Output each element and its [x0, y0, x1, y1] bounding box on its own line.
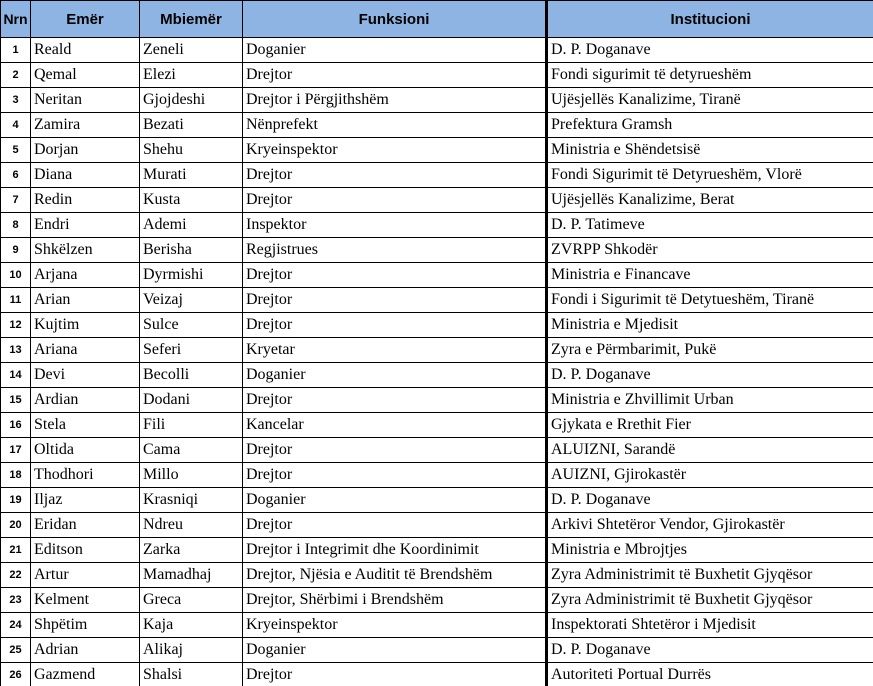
cell-emer[interactable]: Thodhori: [31, 463, 140, 488]
cell-emer[interactable]: Ariana: [31, 338, 140, 363]
cell-funksioni[interactable]: Drejtor: [243, 513, 547, 538]
cell-funksioni[interactable]: Drejtor: [243, 163, 547, 188]
cell-funksioni[interactable]: Drejtor, Shërbimi i Brendshëm: [243, 588, 547, 613]
cell-emer[interactable]: Redin: [31, 188, 140, 213]
cell-emer[interactable]: Artur: [31, 563, 140, 588]
cell-nr[interactable]: 10: [1, 263, 31, 288]
table-row: [1, 413, 873, 438]
cell-emer[interactable]: Adrian: [31, 638, 140, 663]
cell-emer[interactable]: Diana: [31, 163, 140, 188]
header-funksioni[interactable]: Funksioni: [243, 1, 547, 38]
table-row: [1, 188, 873, 213]
cell-institucioni[interactable]: Fondi Sigurimit të Detyrueshëm, Vlorë: [547, 163, 873, 188]
cell-nr[interactable]: 25: [1, 638, 31, 663]
table-row: [1, 438, 873, 463]
cell-institucioni[interactable]: Zyra Administrimit të Buxhetit Gjyqësor: [547, 588, 873, 613]
cell-institucioni[interactable]: Fondi sigurimit të detyrueshëm: [547, 63, 873, 88]
cell-institucioni[interactable]: Ministria e Mbrojtjes: [547, 538, 873, 563]
cell-mbiemer[interactable]: Murati: [140, 163, 243, 188]
cell-mbiemer[interactable]: Sulce: [140, 313, 243, 338]
table-row: [1, 163, 873, 188]
cell-funksioni[interactable]: Doganier: [243, 363, 547, 388]
cell-nr[interactable]: 4: [1, 113, 31, 138]
cell-mbiemer[interactable]: Seferi: [140, 338, 243, 363]
cell-emer[interactable]: Arian: [31, 288, 140, 313]
cell-nr[interactable]: 5: [1, 138, 31, 163]
cell-funksioni[interactable]: Regjistrues: [243, 238, 547, 263]
cell-funksioni[interactable]: Drejtor: [243, 288, 547, 313]
cell-mbiemer[interactable]: Ademi: [140, 213, 243, 238]
cell-emer[interactable]: Qemal: [31, 63, 140, 88]
cell-funksioni[interactable]: Drejtor: [243, 188, 547, 213]
cell-nr[interactable]: 3: [1, 88, 31, 113]
cell-funksioni[interactable]: Kryetar: [243, 338, 547, 363]
table-row: [1, 338, 873, 363]
cell-funksioni[interactable]: Doganier: [243, 38, 547, 63]
cell-institucioni[interactable]: D. P. Doganave: [547, 38, 873, 63]
cell-nr[interactable]: 23: [1, 588, 31, 613]
cell-funksioni[interactable]: Drejtor, Njësia e Auditit të Brendshëm: [243, 563, 547, 588]
cell-mbiemer[interactable]: Bezati: [140, 113, 243, 138]
cell-institucioni[interactable]: Fondi i Sigurimit të Detytueshëm, Tiranë: [547, 288, 873, 313]
cell-funksioni[interactable]: Drejtor: [243, 438, 547, 463]
cell-nr[interactable]: 20: [1, 513, 31, 538]
cell-funksioni[interactable]: Drejtor i Përgjithshëm: [243, 88, 547, 113]
table-row: [1, 538, 873, 563]
cell-institucioni[interactable]: ZVRPP Shkodër: [547, 238, 873, 263]
table-row: [1, 663, 873, 686]
table-row: [1, 63, 873, 88]
table-row: [1, 638, 873, 663]
cell-nr[interactable]: 2: [1, 63, 31, 88]
table-row: [1, 313, 873, 338]
cell-institucioni[interactable]: Autoriteti Portual Durrës: [547, 663, 873, 686]
cell-nr[interactable]: 22: [1, 563, 31, 588]
cell-institucioni[interactable]: Prefektura Gramsh: [547, 113, 873, 138]
table-row: [1, 238, 873, 263]
cell-emer[interactable]: Shpëtim: [31, 613, 140, 638]
cell-emer[interactable]: Devi: [31, 363, 140, 388]
cell-mbiemer[interactable]: Millo: [140, 463, 243, 488]
cell-funksioni[interactable]: Kancelar: [243, 413, 547, 438]
cell-institucioni[interactable]: Ujësjellës Kanalizime, Tiranë: [547, 88, 873, 113]
cell-mbiemer[interactable]: Alikaj: [140, 638, 243, 663]
cell-mbiemer[interactable]: Dyrmishi: [140, 263, 243, 288]
cell-mbiemer[interactable]: Greca: [140, 588, 243, 613]
cell-nr[interactable]: 17: [1, 438, 31, 463]
cell-emer[interactable]: Oltida: [31, 438, 140, 463]
cell-emer[interactable]: Iljaz: [31, 488, 140, 513]
cell-mbiemer[interactable]: Veizaj: [140, 288, 243, 313]
cell-institucioni[interactable]: Gjykata e Rrethit Fier: [547, 413, 873, 438]
cell-mbiemer[interactable]: Berisha: [140, 238, 243, 263]
cell-mbiemer[interactable]: Zarka: [140, 538, 243, 563]
cell-emer[interactable]: Neritan: [31, 88, 140, 113]
table-row: [1, 488, 873, 513]
table-body: [1, 38, 873, 686]
cell-funksioni[interactable]: Drejtor i Integrimit dhe Koordinimit: [243, 538, 547, 563]
table-row: [1, 288, 873, 313]
cell-institucioni[interactable]: ALUIZNI, Sarandë: [547, 438, 873, 463]
header-mbiemer[interactable]: Mbiemër: [140, 1, 243, 38]
cell-institucioni[interactable]: Ujësjellës Kanalizime, Berat: [547, 188, 873, 213]
cell-nr[interactable]: 12: [1, 313, 31, 338]
cell-emer[interactable]: Kelment: [31, 588, 140, 613]
cell-institucioni[interactable]: D. P. Doganave: [547, 488, 873, 513]
cell-emer[interactable]: Stela: [31, 413, 140, 438]
cell-emer[interactable]: Arjana: [31, 263, 140, 288]
table-row: [1, 138, 873, 163]
header-emer[interactable]: Emër: [31, 1, 140, 38]
cell-emer[interactable]: Gazmend: [31, 663, 140, 686]
cell-mbiemer[interactable]: Fili: [140, 413, 243, 438]
cell-emer[interactable]: Dorjan: [31, 138, 140, 163]
header-row: [1, 1, 873, 38]
table-row: [1, 113, 873, 138]
cell-emer[interactable]: Ardian: [31, 388, 140, 413]
cell-institucioni[interactable]: Ministria e Financave: [547, 263, 873, 288]
cell-institucioni[interactable]: AUIZNI, Gjirokastër: [547, 463, 873, 488]
cell-institucioni[interactable]: D. P. Tatimeve: [547, 213, 873, 238]
table-row: [1, 263, 873, 288]
cell-nr[interactable]: 6: [1, 163, 31, 188]
table-row: [1, 513, 873, 538]
table-row: [1, 363, 873, 388]
cell-mbiemer[interactable]: Zeneli: [140, 38, 243, 63]
cell-emer[interactable]: Shkëlzen: [31, 238, 140, 263]
cell-emer[interactable]: Zamira: [31, 113, 140, 138]
cell-emer[interactable]: Endri: [31, 213, 140, 238]
cell-mbiemer[interactable]: Cama: [140, 438, 243, 463]
table-header: [1, 1, 873, 38]
header-institucioni[interactable]: Institucioni: [547, 1, 873, 38]
cell-mbiemer[interactable]: Shalsi: [140, 663, 243, 686]
cell-institucioni[interactable]: Ministria e Shëndetsisë: [547, 138, 873, 163]
cell-funksioni[interactable]: Kryeinspektor: [243, 613, 547, 638]
cell-mbiemer[interactable]: Elezi: [140, 63, 243, 88]
table-row: [1, 388, 873, 413]
cell-funksioni[interactable]: Drejtor: [243, 263, 547, 288]
cell-nr[interactable]: 14: [1, 363, 31, 388]
cell-mbiemer[interactable]: Kusta: [140, 188, 243, 213]
cell-institucioni[interactable]: D. P. Doganave: [547, 363, 873, 388]
cell-mbiemer[interactable]: Dodani: [140, 388, 243, 413]
cell-nr[interactable]: 11: [1, 288, 31, 313]
cell-institucioni[interactable]: Zyra e Përmbarimit, Pukë: [547, 338, 873, 363]
cell-institucioni[interactable]: Ministria e Mjedisit: [547, 313, 873, 338]
cell-institucioni[interactable]: Zyra Administrimit të Buxhetit Gjyqësor: [547, 563, 873, 588]
cell-funksioni[interactable]: Drejtor: [243, 313, 547, 338]
cell-institucioni[interactable]: Ministria e Zhvillimit Urban: [547, 388, 873, 413]
cell-funksioni[interactable]: Kryeinspektor: [243, 138, 547, 163]
cell-emer[interactable]: Kujtim: [31, 313, 140, 338]
cell-mbiemer[interactable]: Ndreu: [140, 513, 243, 538]
cell-mbiemer[interactable]: Kaja: [140, 613, 243, 638]
cell-nr[interactable]: 19: [1, 488, 31, 513]
cell-nr[interactable]: 7: [1, 188, 31, 213]
table-row: [1, 563, 873, 588]
table-row: [1, 88, 873, 113]
table-row: [1, 588, 873, 613]
cell-nr[interactable]: 1: [1, 38, 31, 63]
cell-funksioni[interactable]: Nënprefekt: [243, 113, 547, 138]
cell-nr[interactable]: 15: [1, 388, 31, 413]
cell-mbiemer[interactable]: Gjojdeshi: [140, 88, 243, 113]
cell-nr[interactable]: 9: [1, 238, 31, 263]
table-row: [1, 38, 873, 63]
cell-funksioni[interactable]: Drejtor: [243, 463, 547, 488]
cell-funksioni[interactable]: Drejtor: [243, 63, 547, 88]
cell-funksioni[interactable]: Drejtor: [243, 388, 547, 413]
table-row: [1, 463, 873, 488]
cell-emer[interactable]: Editson: [31, 538, 140, 563]
cell-institucioni[interactable]: Arkivi Shtetëror Vendor, Gjirokastër: [547, 513, 873, 538]
cell-nr[interactable]: 13: [1, 338, 31, 363]
cell-emer[interactable]: Eridan: [31, 513, 140, 538]
cell-mbiemer[interactable]: Krasniqi: [140, 488, 243, 513]
header-nr[interactable]: Nrn: [1, 1, 31, 38]
cell-funksioni[interactable]: Doganier: [243, 638, 547, 663]
cell-nr[interactable]: 8: [1, 213, 31, 238]
cell-nr[interactable]: 18: [1, 463, 31, 488]
cell-funksioni[interactable]: Drejtor: [243, 663, 547, 686]
table-row: [1, 213, 873, 238]
table-row: [1, 613, 873, 638]
cell-mbiemer[interactable]: Becolli: [140, 363, 243, 388]
cell-institucioni[interactable]: Inspektorati Shtetëror i Mjedisit: [547, 613, 873, 638]
cell-funksioni[interactable]: Inspektor: [243, 213, 547, 238]
cell-mbiemer[interactable]: Shehu: [140, 138, 243, 163]
cell-mbiemer[interactable]: Mamadhaj: [140, 563, 243, 588]
cell-nr[interactable]: 21: [1, 538, 31, 563]
cell-nr[interactable]: 24: [1, 613, 31, 638]
cell-institucioni[interactable]: D. P. Doganave: [547, 638, 873, 663]
cell-nr[interactable]: 16: [1, 413, 31, 438]
cell-nr[interactable]: 26: [1, 663, 31, 686]
cell-funksioni[interactable]: Doganier: [243, 488, 547, 513]
cell-emer[interactable]: Reald: [31, 38, 140, 63]
